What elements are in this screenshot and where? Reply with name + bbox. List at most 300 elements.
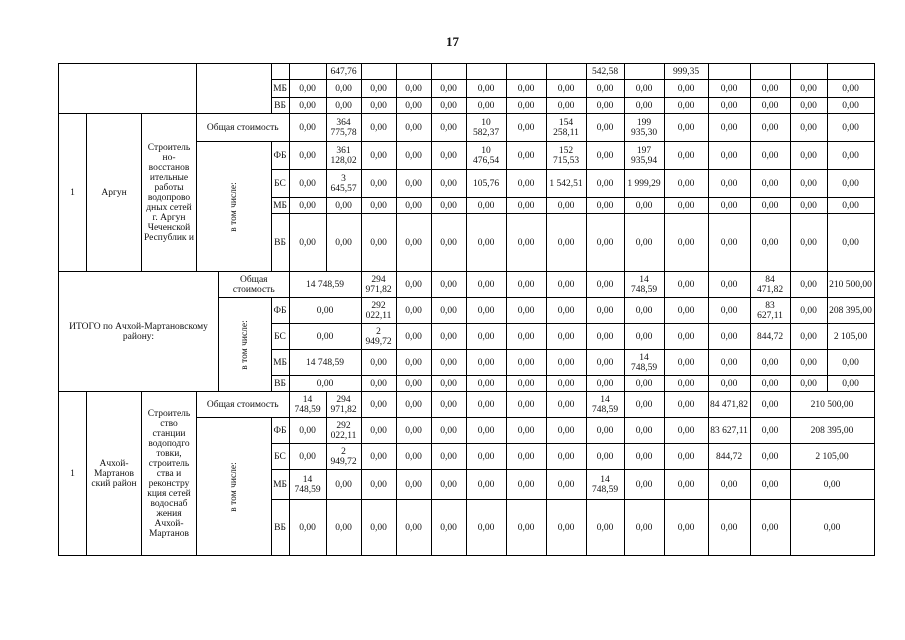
value-cell: 14 748,59 <box>586 470 624 500</box>
value-cell: 154 258,11 <box>546 114 586 142</box>
value-cell: 0,00 <box>506 470 546 500</box>
value-cell: 0,00 <box>624 324 664 350</box>
row-type: ФБ <box>271 418 289 444</box>
value-cell: 0,00 <box>790 272 827 298</box>
value-cell: 0,00 <box>586 170 624 198</box>
value-cell: 0,00 <box>546 80 586 98</box>
value-cell: 0,00 <box>396 114 431 142</box>
value-cell: 0,00 <box>624 80 664 98</box>
value-cell: 292 022,11 <box>326 418 361 444</box>
value-cell: 210 500,00 <box>790 392 874 418</box>
value-cell: 0,00 <box>506 98 546 114</box>
value-cell: 0,00 <box>586 324 624 350</box>
value-cell: 0,00 <box>664 142 708 170</box>
incl-label-cell <box>197 142 272 272</box>
row-type: БС <box>271 324 289 350</box>
value-cell: 83 627,11 <box>750 298 790 324</box>
value-cell: 0,00 <box>624 470 664 500</box>
value-cell: 0,00 <box>664 376 708 392</box>
value-cell: 0,00 <box>506 444 546 470</box>
value-cell: 0,00 <box>289 376 361 392</box>
value-cell: 1 542,51 <box>546 170 586 198</box>
value-cell: 14 748,59 <box>289 470 326 500</box>
value-cell: 0,00 <box>431 392 466 418</box>
top-block <box>59 64 875 114</box>
value-cell: 0,00 <box>708 272 750 298</box>
value-cell: 0,00 <box>289 142 326 170</box>
value-cell: 0,00 <box>361 376 396 392</box>
value-cell: 0,00 <box>750 418 790 444</box>
value-cell <box>431 64 466 80</box>
value-cell: 0,00 <box>664 500 708 556</box>
value-cell: 0,00 <box>586 214 624 272</box>
value-cell: 0,00 <box>431 98 466 114</box>
value-cell: 0,00 <box>624 376 664 392</box>
value-cell: 0,00 <box>466 392 506 418</box>
value-cell: 208 395,00 <box>827 298 874 324</box>
value-cell: 0,00 <box>750 198 790 214</box>
district-name: Аргун <box>87 114 142 272</box>
value-cell <box>708 64 750 80</box>
value-cell: 0,00 <box>708 500 750 556</box>
value-cell: 0,00 <box>624 198 664 214</box>
incl-label-cell <box>197 418 272 556</box>
value-cell: 0,00 <box>506 376 546 392</box>
value-cell: 0,00 <box>790 500 874 556</box>
value-cell: 0,00 <box>664 350 708 376</box>
value-cell <box>289 64 326 80</box>
incl-label: в том числе: <box>228 461 239 512</box>
incl-label-cell <box>219 298 272 392</box>
value-cell: 0,00 <box>664 272 708 298</box>
value-cell: 0,00 <box>664 114 708 142</box>
value-cell: 0,00 <box>361 350 396 376</box>
value-cell: 14 748,59 <box>624 272 664 298</box>
value-cell: 0,00 <box>396 272 431 298</box>
value-cell: 0,00 <box>790 98 827 114</box>
value-cell: 1 999,29 <box>624 170 664 198</box>
value-cell: 0,00 <box>624 98 664 114</box>
value-cell: 0,00 <box>326 198 361 214</box>
row-type: ВБ <box>271 500 289 556</box>
value-cell: 0,00 <box>546 470 586 500</box>
value-cell: 0,00 <box>546 376 586 392</box>
value-cell: 0,00 <box>708 114 750 142</box>
value-cell: 199 935,30 <box>624 114 664 142</box>
value-cell: 0,00 <box>750 80 790 98</box>
value-cell: 0,00 <box>827 114 874 142</box>
value-cell: 0,00 <box>708 324 750 350</box>
value-cell: 0,00 <box>466 444 506 470</box>
value-cell: 0,00 <box>289 324 361 350</box>
incl-label: в том числе: <box>228 181 239 232</box>
total-cost-label: Общая стоимость <box>219 272 290 298</box>
value-cell: 0,00 <box>431 114 466 142</box>
value-cell: 0,00 <box>396 444 431 470</box>
value-cell <box>827 64 874 80</box>
value-cell: 2 105,00 <box>827 324 874 350</box>
value-cell: 0,00 <box>506 418 546 444</box>
value-cell: 0,00 <box>664 198 708 214</box>
value-cell: 0,00 <box>586 298 624 324</box>
value-cell: 0,00 <box>586 350 624 376</box>
value-cell: 0,00 <box>827 198 874 214</box>
value-cell: 0,00 <box>289 418 326 444</box>
value-cell: 152 715,53 <box>546 142 586 170</box>
value-cell: 0,00 <box>431 214 466 272</box>
value-cell: 0,00 <box>431 418 466 444</box>
value-cell: 0,00 <box>750 376 790 392</box>
value-cell: 0,00 <box>431 170 466 198</box>
value-cell: 0,00 <box>396 170 431 198</box>
value-cell: 0,00 <box>506 392 546 418</box>
value-cell: 0,00 <box>790 470 874 500</box>
value-cell: 0,00 <box>750 500 790 556</box>
value-cell <box>790 64 827 80</box>
value-cell: 14 748,59 <box>586 392 624 418</box>
value-cell: 0,00 <box>750 470 790 500</box>
value-cell: 0,00 <box>431 376 466 392</box>
value-cell: 0,00 <box>289 298 361 324</box>
value-cell: 0,00 <box>750 114 790 142</box>
value-cell: 0,00 <box>431 470 466 500</box>
value-cell: 0,00 <box>827 214 874 272</box>
value-cell: 0,00 <box>361 142 396 170</box>
itogo-label-cell <box>59 272 219 392</box>
value-cell: 0,00 <box>586 500 624 556</box>
total-cost-label: Общая стоимость <box>197 392 290 418</box>
value-cell: 0,00 <box>506 350 546 376</box>
value-cell: 0,00 <box>431 350 466 376</box>
value-cell: 0,00 <box>546 298 586 324</box>
value-cell: 0,00 <box>396 80 431 98</box>
value-cell: 0,00 <box>790 198 827 214</box>
value-cell: 0,00 <box>466 298 506 324</box>
value-cell: 0,00 <box>431 272 466 298</box>
value-cell: 0,00 <box>396 500 431 556</box>
value-cell: 14 748,59 <box>289 392 326 418</box>
value-cell: 0,00 <box>750 170 790 198</box>
value-cell: 0,00 <box>546 444 586 470</box>
value-cell: 0,00 <box>431 198 466 214</box>
value-cell: 0,00 <box>361 114 396 142</box>
row-number: 1 <box>59 392 87 556</box>
value-cell: 0,00 <box>361 80 396 98</box>
value-cell: 14 748,59 <box>289 350 361 376</box>
top-block-subhead <box>197 64 272 114</box>
value-cell: 0,00 <box>396 142 431 170</box>
value-cell: 0,00 <box>396 324 431 350</box>
value-cell: 294 971,82 <box>326 392 361 418</box>
value-cell: 0,00 <box>624 392 664 418</box>
value-cell: 0,00 <box>361 392 396 418</box>
value-cell: 0,00 <box>431 298 466 324</box>
value-cell: 0,00 <box>289 444 326 470</box>
value-cell: 0,00 <box>289 98 326 114</box>
project-description: Строитель но-восстанов ительные работы водопрово дных сетей г. Аргун Чеченской Республик и <box>142 114 197 272</box>
value-cell: 0,00 <box>506 80 546 98</box>
value-cell <box>396 64 431 80</box>
value-cell: 0,00 <box>790 114 827 142</box>
value-cell: 0,00 <box>506 198 546 214</box>
value-cell: 0,00 <box>326 80 361 98</box>
value-cell: 0,00 <box>586 272 624 298</box>
value-cell: 0,00 <box>466 324 506 350</box>
row-type: МБ <box>271 80 289 98</box>
value-cell: 0,00 <box>361 214 396 272</box>
value-cell: 0,00 <box>664 444 708 470</box>
value-cell: 844,72 <box>750 324 790 350</box>
value-cell: 0,00 <box>289 198 326 214</box>
value-cell: 0,00 <box>361 470 396 500</box>
value-cell: 0,00 <box>586 198 624 214</box>
value-cell: 0,00 <box>586 142 624 170</box>
value-cell: 0,00 <box>790 298 827 324</box>
row-type: ФБ <box>271 142 289 170</box>
value-cell: 0,00 <box>708 198 750 214</box>
value-cell: 208 395,00 <box>790 418 874 444</box>
value-cell: 0,00 <box>361 418 396 444</box>
value-cell: 10 476,54 <box>466 142 506 170</box>
value-cell: 0,00 <box>790 80 827 98</box>
value-cell: 0,00 <box>827 376 874 392</box>
value-cell: 0,00 <box>708 470 750 500</box>
value-cell: 0,00 <box>466 214 506 272</box>
value-cell: 0,00 <box>326 214 361 272</box>
value-cell: 0,00 <box>827 142 874 170</box>
value-cell: 105,76 <box>466 170 506 198</box>
value-cell: 0,00 <box>586 418 624 444</box>
row-type: ВБ <box>271 214 289 272</box>
value-cell: 0,00 <box>790 376 827 392</box>
value-cell: 0,00 <box>361 444 396 470</box>
value-cell: 0,00 <box>827 80 874 98</box>
value-cell: 0,00 <box>396 392 431 418</box>
value-cell: 0,00 <box>586 376 624 392</box>
value-cell: 0,00 <box>466 198 506 214</box>
value-cell: 0,00 <box>546 500 586 556</box>
value-cell <box>361 64 396 80</box>
value-cell: 0,00 <box>326 470 361 500</box>
value-cell: 0,00 <box>466 272 506 298</box>
value-cell: 83 627,11 <box>708 418 750 444</box>
value-cell: 0,00 <box>546 98 586 114</box>
top-block-description <box>59 64 197 114</box>
row-type: ВБ <box>271 98 289 114</box>
value-cell: 0,00 <box>790 350 827 376</box>
value-cell: 0,00 <box>289 114 326 142</box>
value-cell: 0,00 <box>466 80 506 98</box>
value-cell: 0,00 <box>546 214 586 272</box>
value-cell: 0,00 <box>431 500 466 556</box>
row-type: ФБ <box>271 298 289 324</box>
value-cell: 0,00 <box>506 114 546 142</box>
value-cell: 0,00 <box>664 80 708 98</box>
value-cell: 0,00 <box>396 298 431 324</box>
value-cell: 0,00 <box>586 444 624 470</box>
value-cell: 0,00 <box>708 170 750 198</box>
row-type: МБ <box>271 350 289 376</box>
value-cell: 2 105,00 <box>790 444 874 470</box>
value-cell: 844,72 <box>708 444 750 470</box>
value-cell: 84 471,82 <box>750 272 790 298</box>
value-cell: 0,00 <box>750 392 790 418</box>
value-cell: 0,00 <box>664 98 708 114</box>
value-cell: 0,00 <box>466 98 506 114</box>
value-cell: 0,00 <box>664 214 708 272</box>
value-cell: 0,00 <box>708 214 750 272</box>
value-cell: 0,00 <box>624 418 664 444</box>
value-cell: 0,00 <box>466 470 506 500</box>
budget-table <box>58 63 875 556</box>
district-name: Ачхой-Мартанов ский район <box>87 392 142 556</box>
value-cell: 0,00 <box>506 170 546 198</box>
value-cell: 0,00 <box>546 324 586 350</box>
value-cell <box>466 64 506 80</box>
value-cell: 0,00 <box>396 418 431 444</box>
value-cell: 0,00 <box>396 470 431 500</box>
row-type: БС <box>271 444 289 470</box>
value-cell: 0,00 <box>586 98 624 114</box>
project-description: Строитель ство станции водоподго товки, строитель ства и реконстру кция сетей водоснаб жения Ачхой-Мартанов <box>142 392 197 556</box>
value-cell: 294 971,82 <box>361 272 396 298</box>
value-cell: 0,00 <box>827 350 874 376</box>
value-cell: 14 748,59 <box>289 272 361 298</box>
value-cell: 0,00 <box>708 376 750 392</box>
value-cell: 0,00 <box>708 298 750 324</box>
value-cell: 0,00 <box>664 470 708 500</box>
value-cell: 0,00 <box>466 418 506 444</box>
value-cell: 0,00 <box>506 142 546 170</box>
value-cell: 0,00 <box>289 80 326 98</box>
value-cell: 2 949,72 <box>361 324 396 350</box>
value-cell: 292 022,11 <box>361 298 396 324</box>
value-cell: 0,00 <box>396 376 431 392</box>
value-cell: 0,00 <box>708 98 750 114</box>
value-cell: 0,00 <box>790 170 827 198</box>
value-cell: 0,00 <box>624 214 664 272</box>
value-cell: 10 582,37 <box>466 114 506 142</box>
value-cell: 647,76 <box>326 64 361 80</box>
row-number: 1 <box>59 114 87 272</box>
value-cell: 0,00 <box>624 500 664 556</box>
value-cell: 0,00 <box>664 298 708 324</box>
value-cell: 542,58 <box>586 64 624 80</box>
row-type: ВБ <box>271 376 289 392</box>
value-cell: 0,00 <box>750 214 790 272</box>
value-cell: 0,00 <box>750 98 790 114</box>
row-type <box>271 64 289 80</box>
row-type: МБ <box>271 198 289 214</box>
value-cell: 0,00 <box>326 500 361 556</box>
value-cell: 0,00 <box>790 142 827 170</box>
value-cell: 0,00 <box>289 214 326 272</box>
value-cell: 0,00 <box>546 198 586 214</box>
value-cell: 0,00 <box>289 500 326 556</box>
row-type: БС <box>271 170 289 198</box>
value-cell: 0,00 <box>396 214 431 272</box>
value-cell: 361 128,02 <box>326 142 361 170</box>
value-cell: 0,00 <box>586 114 624 142</box>
value-cell: 0,00 <box>546 350 586 376</box>
value-cell: 0,00 <box>790 324 827 350</box>
value-cell: 3 645,57 <box>326 170 361 198</box>
value-cell: 84 471,82 <box>708 392 750 418</box>
value-cell: 0,00 <box>624 444 664 470</box>
value-cell: 14 748,59 <box>624 350 664 376</box>
value-cell: 0,00 <box>431 324 466 350</box>
value-cell: 0,00 <box>546 418 586 444</box>
value-cell: 210 500,00 <box>827 272 874 298</box>
value-cell: 364 775,78 <box>326 114 361 142</box>
value-cell: 0,00 <box>361 500 396 556</box>
row-type: МБ <box>271 470 289 500</box>
value-cell: 0,00 <box>506 214 546 272</box>
incl-label: в том числе: <box>239 319 250 370</box>
value-cell: 0,00 <box>506 272 546 298</box>
value-cell: 0,00 <box>664 418 708 444</box>
value-cell: 0,00 <box>466 376 506 392</box>
value-cell: 0,00 <box>326 98 361 114</box>
value-cell: 0,00 <box>431 80 466 98</box>
value-cell <box>624 64 664 80</box>
value-cell: 0,00 <box>361 198 396 214</box>
value-cell: 0,00 <box>546 272 586 298</box>
value-cell: 999,35 <box>664 64 708 80</box>
argun-block <box>59 114 875 272</box>
value-cell: 0,00 <box>506 298 546 324</box>
itogo-block <box>59 272 875 392</box>
value-cell: 0,00 <box>827 98 874 114</box>
value-cell: 0,00 <box>431 142 466 170</box>
value-cell: 0,00 <box>506 324 546 350</box>
value-cell: 0,00 <box>750 350 790 376</box>
value-cell: 0,00 <box>396 198 431 214</box>
value-cell: 0,00 <box>396 98 431 114</box>
itogo-label: ИТОГО по Ачхой-Мартановскому району: <box>69 321 208 342</box>
value-cell: 0,00 <box>466 350 506 376</box>
value-cell: 0,00 <box>750 444 790 470</box>
value-cell: 0,00 <box>790 214 827 272</box>
value-cell <box>506 64 546 80</box>
value-cell: 0,00 <box>664 324 708 350</box>
value-cell: 0,00 <box>506 500 546 556</box>
value-cell: 0,00 <box>361 98 396 114</box>
value-cell: 0,00 <box>708 142 750 170</box>
value-cell: 0,00 <box>750 142 790 170</box>
value-cell: 2 949,72 <box>326 444 361 470</box>
value-cell <box>546 64 586 80</box>
value-cell: 0,00 <box>664 392 708 418</box>
value-cell: 0,00 <box>289 170 326 198</box>
value-cell: 0,00 <box>396 350 431 376</box>
value-cell: 0,00 <box>827 170 874 198</box>
value-cell: 0,00 <box>664 170 708 198</box>
value-cell: 0,00 <box>708 80 750 98</box>
achkhoy-block <box>59 392 875 556</box>
page-number: 17 <box>446 34 459 49</box>
value-cell: 0,00 <box>624 298 664 324</box>
value-cell: 0,00 <box>708 350 750 376</box>
value-cell: 197 935,94 <box>624 142 664 170</box>
value-cell: 0,00 <box>466 500 506 556</box>
value-cell: 0,00 <box>431 444 466 470</box>
value-cell: 0,00 <box>546 392 586 418</box>
value-cell <box>750 64 790 80</box>
value-cell: 0,00 <box>586 80 624 98</box>
value-cell: 0,00 <box>361 170 396 198</box>
total-cost-label: Общая стоимость <box>197 114 290 142</box>
